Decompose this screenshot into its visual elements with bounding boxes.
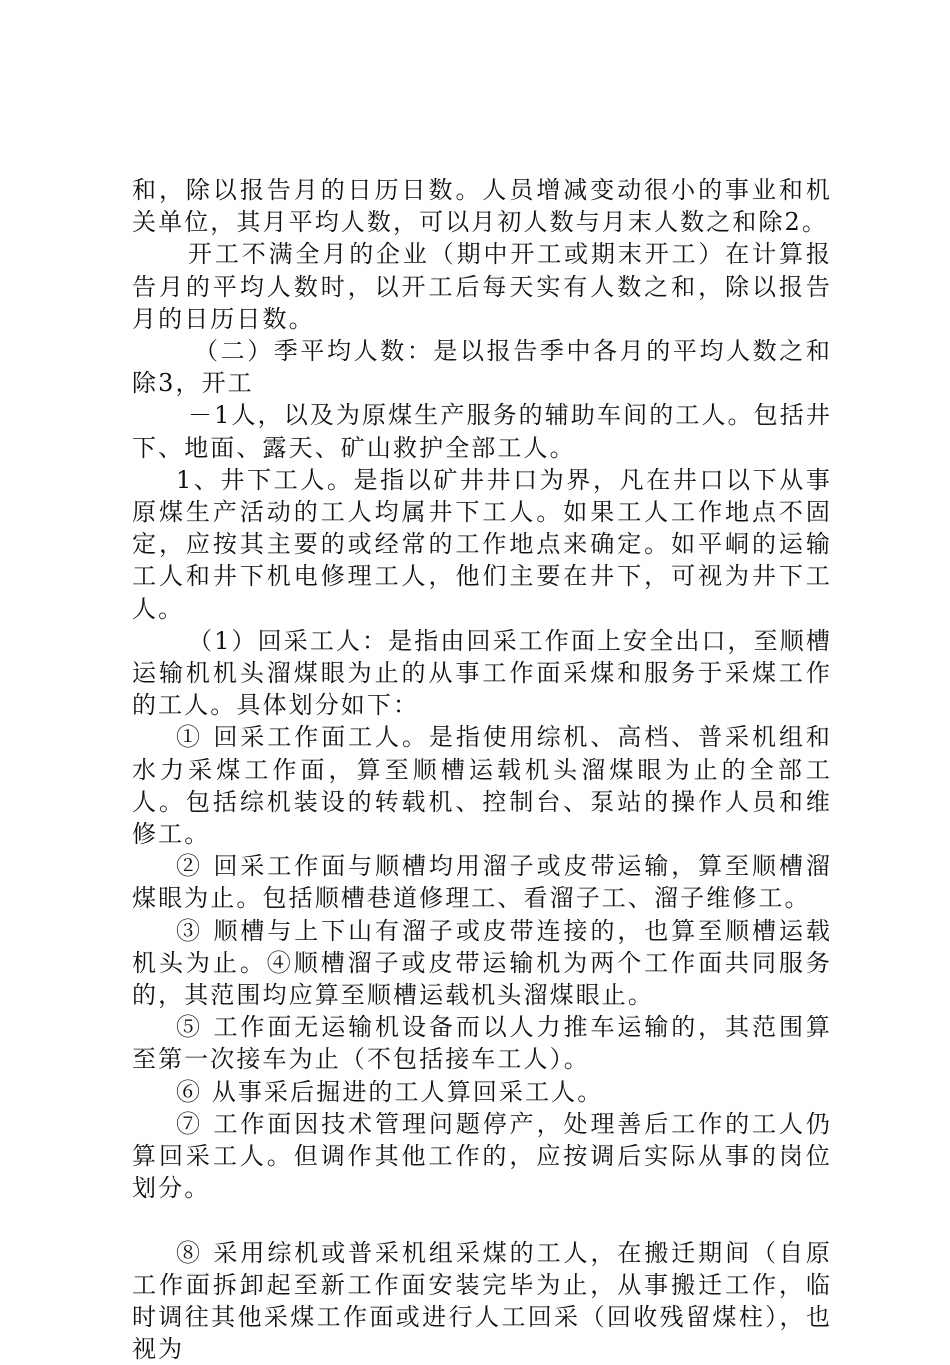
paragraph-9: ③ 顺槽与上下山有溜子或皮带连接的，也算至顺槽运载机头为止。④顺槽溜子或皮带运输机为两个工作面共同服务的，其范围均应算至顺槽运载机头溜煤眼止。 [132,915,832,1012]
document-body [132,174,832,1365]
paragraph-12: ⑦ 工作面因技术管理问题停产，处理善后工作的工人仍算回采工人。但调作其他工作的，应按调后实际从事的岗位划分。 [132,1108,832,1205]
paragraph-3: （二）季平均人数：是以报告季中各月的平均人数之和除3，开工 [132,335,832,399]
paragraph-2: 开工不满全月的企业（期中开工或期末开工）在计算报告月的平均人数时，以开工后每天实有人数之和，除以报告月的日历日数。 [132,238,832,335]
paragraph-5: 1、井下工人。是指以矿井井口为界，凡在井口以下从事原煤生产活动的工人均属井下工人。如果工人工作地点不固定，应按其主要的或经常的工作地点来确定。如平峒的运输工人和井下机电修理工人，他们主要在井下，可视为井下工人。 [132,464,832,625]
paragraph-7: ① 回采工作面工人。是指使用综机、高档、普采机组和水力采煤工作面，算至顺槽运载机头溜煤眼为止的全部工人。包括综机装设的转载机、控制台、泵站的操作人员和维修工。 [132,721,832,850]
paragraph-8: ② 回采工作面与顺槽均用溜子或皮带运输，算至顺槽溜煤眼为止。包括顺槽巷道修理工、看溜子工、溜子维修工。 [132,850,832,914]
paragraph-13: ⑧ 采用综机或普采机组采煤的工人，在搬迁期间（自原工作面拆卸起至新工作面安装完毕为止，从事搬迁工作，临时调往其他采煤工作面或进行人工回采（回收残留煤柱），也视为 [132,1237,832,1365]
paragraph-spacer [132,1205,832,1237]
paragraph-11: ⑥ 从事采后掘进的工人算回采工人。 [132,1076,832,1108]
paragraph-1: 和，除以报告月的日历日数。人员增减变动很小的事业和机关单位，其月平均人数，可以月初人数与月末人数之和除2。 [132,174,832,238]
paragraph-4: －1人，以及为原煤生产服务的辅助车间的工人。包括井下、地面、露天、矿山救护全部工人。 [132,399,832,463]
paragraph-6: （1）回采工人：是指由回采工作面上安全出口，至顺槽运输机机头溜煤眼为止的从事工作面采煤和服务于采煤工作的工人。具体划分如下： [132,625,832,722]
paragraph-10: ⑤ 工作面无运输机设备而以人力推车运输的，其范围算至第一次接车为止（不包括接车工人）。 [132,1011,832,1075]
